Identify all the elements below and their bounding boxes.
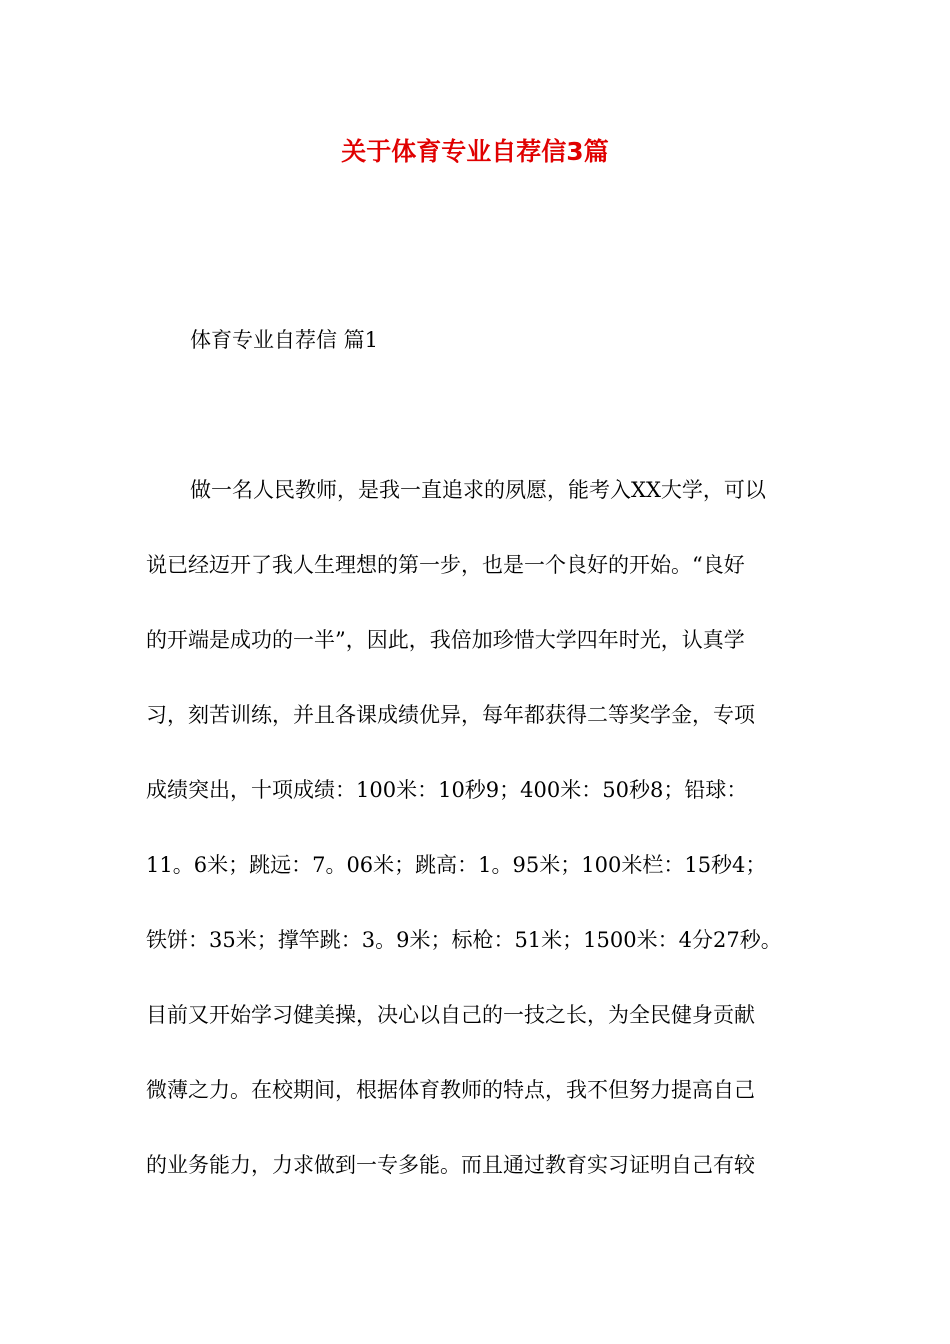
body-line: 的开端是成功的一半”，因此，我倍加珍惜大学四年时光，认真学 bbox=[146, 628, 745, 652]
document-title: 关于体育专业自荐信3篇 bbox=[341, 137, 609, 166]
body-line: 目前又开始学习健美操，决心以自己的一技之长，为全民健身贡献 bbox=[146, 1003, 755, 1027]
body-line: 微薄之力。在校期间，根据体育教师的特点，我不但努力提高自己 bbox=[146, 1078, 755, 1102]
body-line: 成绩突出，十项成绩：100米：10秒9；400米：50秒8；铅球： bbox=[146, 778, 748, 802]
body-line: 11。6米；跳远：7。06米；跳高：1。95米；100米栏：15秒4； bbox=[146, 853, 767, 877]
body-line: 习，刻苦训练，并且各课成绩优异，每年都获得二等奖学金，专项 bbox=[146, 703, 755, 727]
body-line: 做一名人民教师，是我一直追求的夙愿，能考入XX大学，可以 bbox=[190, 478, 766, 502]
section-heading: 体育专业自荐信 篇1 bbox=[190, 328, 379, 352]
body-line: 说已经迈开了我人生理想的第一步，也是一个良好的开始。“良好 bbox=[146, 553, 745, 577]
body-line: 的业务能力，力求做到一专多能。而且通过教育实习证明自己有较 bbox=[146, 1153, 755, 1177]
body-line: 铁饼：35米；撑竿跳：3。9米；标枪：51米；1500米：4分27秒。 bbox=[146, 928, 782, 952]
